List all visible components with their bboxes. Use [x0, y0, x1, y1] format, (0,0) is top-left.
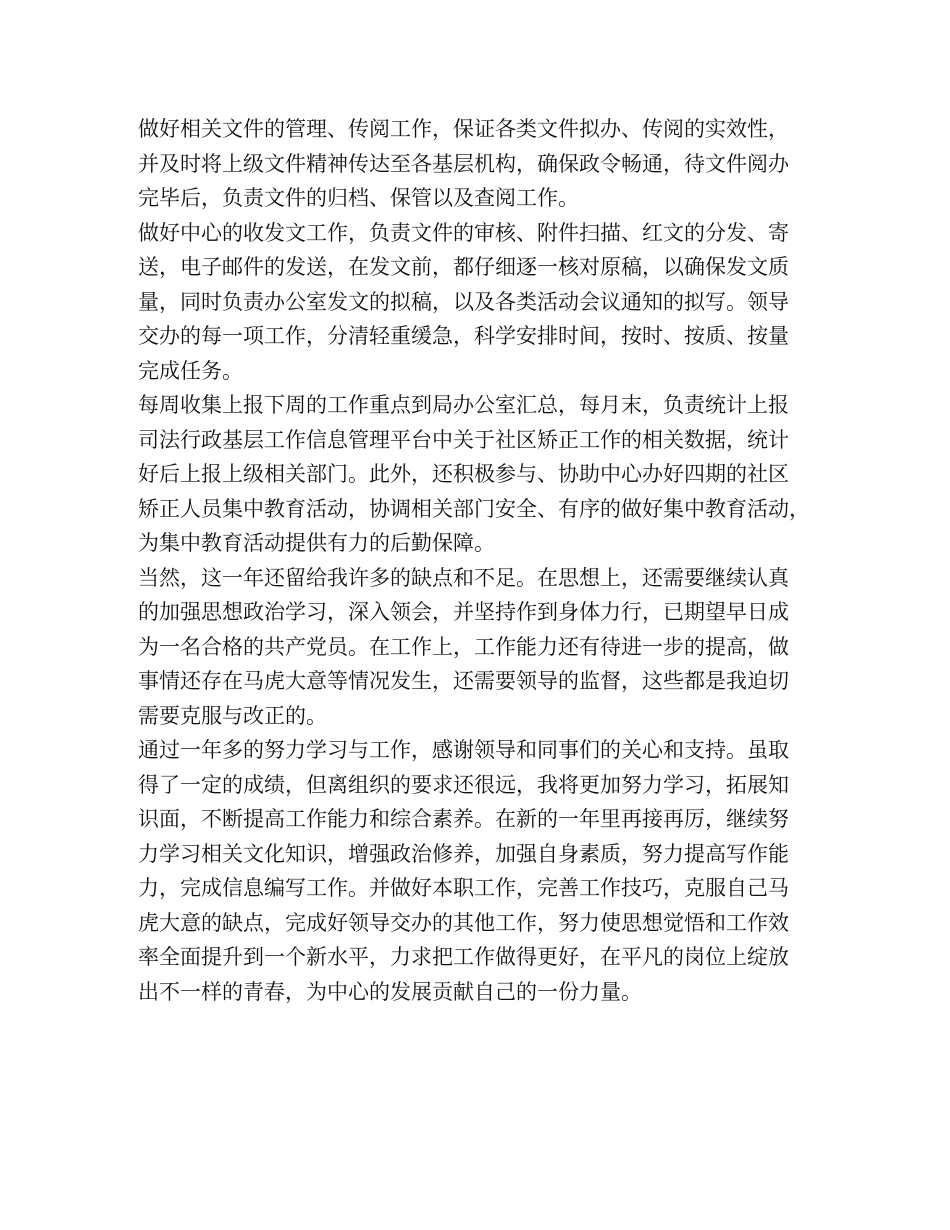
text-line: 需要克服与改正的。: [138, 703, 327, 728]
text-line: 送，电子邮件的发送，在发文前，都仔细逐一核对原稿，以确保发文质: [138, 255, 789, 279]
paragraph-document-dispatch: [138, 216, 818, 389]
text-line: 识面，不断提高工作能力和综合素养。在新的一年里再接再厉，继续努: [138, 807, 789, 831]
text-line: 率全面提升到一个新水平，力求把工作做得更好，在平凡的岗位上绽放: [138, 945, 789, 969]
text-line: 出不一样的青春，为中心的发展贡献自己的一份力量。: [138, 979, 642, 1004]
text-line: 量，同时负责办公室发文的拟稿，以及各类活动会议通知的拟写。领导: [138, 289, 789, 314]
text-line: 好后上报上级相关部门。此外，还积极参与、协助中心办好四期的社区: [138, 462, 789, 486]
document-body: [138, 112, 818, 1009]
text-line: 矫正人员集中教育活动，协调相关部门安全、有序的做好集中教育活动，: [138, 496, 810, 521]
text-line: 每周收集上报下周的工作重点到局办公室汇总，每月末，负责统计上报: [138, 393, 789, 417]
text-line: 虎大意的缺点，完成好领导交办的其他工作，努力使思想觉悟和工作效: [138, 910, 789, 935]
text-line: 通过一年多的努力学习与工作，感谢领导和同事们的关心和支持。虽取: [138, 738, 789, 762]
text-line: 事情还存在马虎大意等情况发生，还需要领导的监督，这些都是我迫切: [138, 669, 789, 693]
text-line: 当然，这一年还留给我许多的缺点和不足。在思想上，还需要继续认真: [138, 565, 789, 590]
text-line: 并及时将上级文件精神传达至各基层机构，确保政令畅通，待文件阅办: [138, 151, 789, 176]
text-line: 的加强思想政治学习，深入领会，并坚持作到身体力行，已期望早日成: [138, 600, 789, 624]
text-line: 完毕后，负责文件的归档、保管以及查阅工作。: [138, 186, 579, 210]
text-line: 得了一定的成绩，但离组织的要求还很远，我将更加努力学习，拓展知: [138, 772, 789, 797]
text-line: 力学习相关文化知识，增强政治修养，加强自身素质，努力提高写作能: [138, 841, 789, 866]
paragraph-conclusion: [138, 733, 818, 1009]
text-line: 交办的每一项工作，分清轻重缓急，科学安排时间，按时、按质、按量: [138, 324, 789, 348]
text-line: 完成任务。: [138, 358, 243, 383]
text-line: 做好中心的收发文工作，负责文件的审核、附件扫描、红文的分发、寄: [138, 220, 789, 245]
text-line: 司法行政基层工作信息管理平台中关于社区矫正工作的相关数据，统计: [138, 427, 789, 452]
paragraph-weekly-reporting: [138, 388, 818, 561]
text-line: 为集中教育活动提供有力的后勤保障。: [138, 531, 495, 555]
text-line: 为一名合格的共产党员。在工作上，工作能力还有待进一步的提高，做: [138, 634, 789, 659]
paragraph-file-management: [138, 112, 818, 216]
text-line: 力，完成信息编写工作。并做好本职工作，完善工作技巧，克服自己马: [138, 876, 789, 900]
paragraph-shortcomings: [138, 561, 818, 734]
text-line: 做好相关文件的管理、传阅工作，保证各类文件拟办、传阅的实效性，: [138, 117, 789, 141]
